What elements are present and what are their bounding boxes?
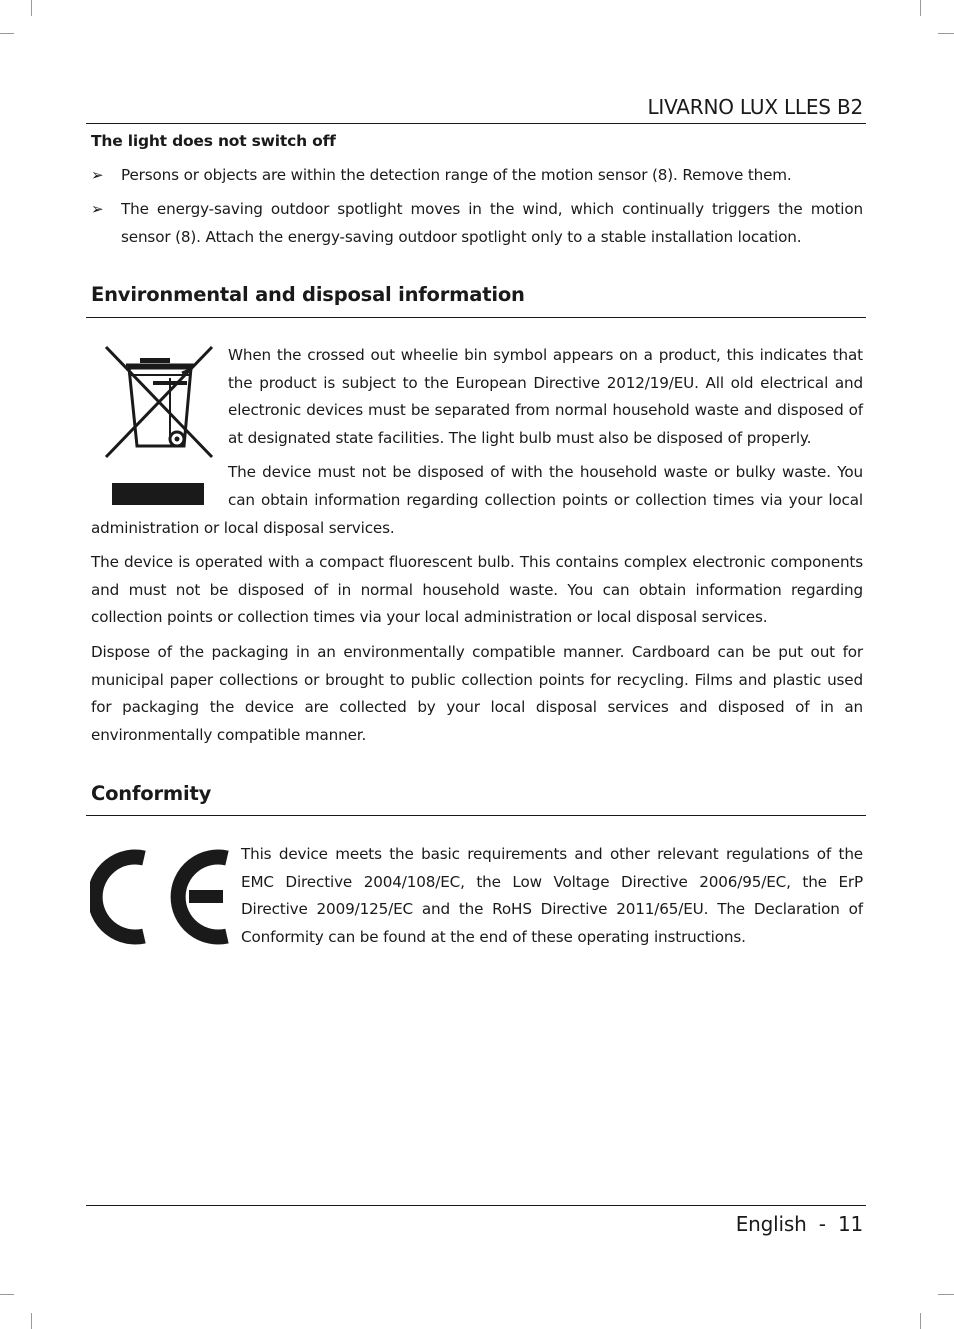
header-rule bbox=[86, 123, 866, 124]
document-title: LIVARNO LUX LLES B2 bbox=[647, 95, 863, 119]
bullet-arrow-icon: ➢ bbox=[91, 166, 104, 184]
page-number: 11 bbox=[837, 1212, 863, 1236]
paragraph: The device is operated with a compact fluorescent bulb. This contains complex electronic components and must not be disposed of in normal household waste. You can obtain information regarding collection points or collection times via your local administration or local disposal services. bbox=[91, 553, 863, 627]
paragraph: This device meets the basic requirements and other relevant regulations of the EMC Directive 2004/108/EC, the Low Voltage Directive 2006/95/EC, the ErP Directive 2009/125/EC and the RoHS Directive 2011/65/EU. The Declaration of Conformity can be found at the end of these operating instructions. bbox=[241, 845, 863, 946]
bullet-item bbox=[91, 196, 863, 251]
bullet-text: Persons or objects are within the detection range of the motion sensor (8). Remove them. bbox=[121, 166, 792, 184]
crop-mark bbox=[938, 33, 954, 34]
footer-language: English bbox=[735, 1212, 807, 1236]
crop-mark bbox=[31, 1313, 32, 1329]
crop-mark bbox=[920, 0, 921, 16]
footer-rule bbox=[86, 1205, 866, 1206]
bullet-item bbox=[91, 162, 863, 190]
paragraph: The device must not be disposed of with the household waste or bulky waste. You can obtain information regarding collection points or collection times via your local administration or local disposal services. bbox=[91, 463, 863, 537]
crop-mark bbox=[31, 0, 32, 16]
crop-mark bbox=[0, 33, 14, 34]
bullet-text: The energy-saving outdoor spotlight moves in the wind, which continually triggers the motion sensor (8). Attach the energy-saving outdoor spotlight only to a stable installation location. bbox=[121, 200, 863, 246]
section-rule bbox=[86, 317, 866, 318]
crop-mark bbox=[938, 1294, 954, 1295]
section-rule bbox=[86, 815, 866, 816]
section-heading-environment: Environmental and disposal information bbox=[91, 283, 525, 306]
paragraph: Dispose of the packaging in an environmentally compatible manner. Cardboard can be put out for municipal paper collections or brought to public collection points for recycling. Films and plastic used for packaging the device are collected by your local disposal services and disposed of in an environmentally compatible manner. bbox=[91, 642, 863, 744]
conformity-text bbox=[91, 841, 863, 951]
page-footer bbox=[736, 1211, 863, 1237]
footer-separator: - bbox=[818, 1212, 826, 1236]
section-heading-conformity: Conformity bbox=[91, 782, 212, 805]
paragraph: When the crossed out wheelie bin symbol appears on a product, this indicates that the product is subject to the European Directive 2012/19/EU. All old electrical and electronic devices must be separated from normal household waste and disposed of at designated state facilities. The light bulb must also be disposed of properly. bbox=[228, 346, 863, 447]
crop-mark bbox=[0, 1294, 14, 1295]
bullet-arrow-icon: ➢ bbox=[91, 200, 104, 218]
icon-spacer bbox=[91, 342, 228, 514]
environment-text bbox=[91, 342, 863, 749]
crop-mark bbox=[920, 1313, 921, 1329]
icon-spacer bbox=[91, 841, 241, 951]
subheading-light-not-switch-off: The light does not switch off bbox=[91, 132, 336, 150]
